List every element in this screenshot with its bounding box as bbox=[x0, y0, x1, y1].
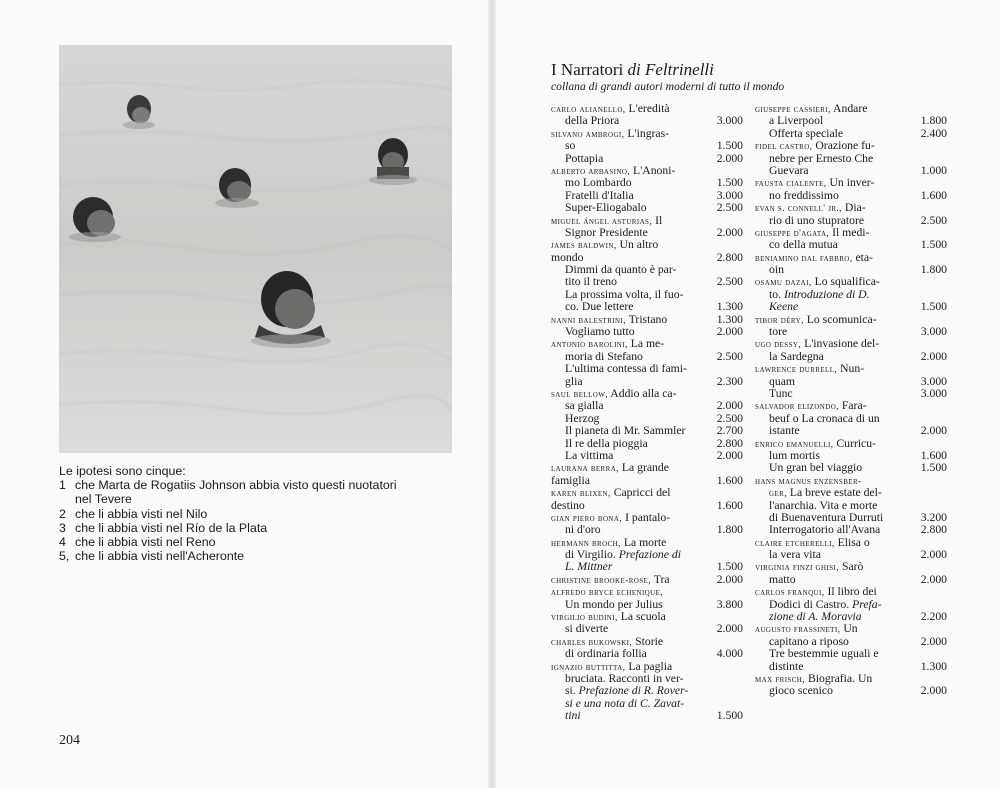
catalog-entry bbox=[551, 314, 743, 339]
caption-item-number: 3 bbox=[59, 520, 66, 535]
catalog-price: 1.800 bbox=[716, 523, 743, 537]
catalog-editorial-note: zione di A. Moravia bbox=[769, 610, 862, 624]
catalog-book-title: Biografia. Un bbox=[805, 671, 873, 685]
catalog-book-title: La morte bbox=[620, 535, 667, 549]
catalog-book-title: Lo scomunica- bbox=[803, 312, 877, 326]
catalog-price: 1.600 bbox=[716, 498, 743, 512]
catalog-author-name: enrico emanuelli, bbox=[755, 438, 834, 450]
catalog-book-title: Offerta speciale bbox=[769, 126, 844, 140]
catalog-book-title: Storie bbox=[632, 634, 664, 648]
catalog-book-title: tito il treno bbox=[565, 275, 617, 289]
catalog-entry-text bbox=[755, 574, 796, 586]
catalog-entry-text bbox=[551, 500, 585, 512]
catalog-book-title: Fratelli d'Italia bbox=[565, 188, 634, 202]
catalog-entry bbox=[551, 636, 743, 661]
catalog-book-title: ni d'oro bbox=[565, 523, 601, 537]
catalog-author-name: karen blixen, bbox=[551, 488, 611, 500]
catalog-book-title: Un gran bel viaggio bbox=[769, 461, 863, 475]
catalog-entry bbox=[551, 128, 743, 165]
catalog-book-title: Dimmi da quanto è par- bbox=[565, 263, 677, 277]
caption-item-line: che li abbia visti nel Reno bbox=[75, 535, 216, 550]
catalog-book-title: la Sardegna bbox=[769, 349, 824, 363]
catalog-book-title: Tre bestemmie uguali e bbox=[769, 647, 879, 661]
catalog-entry bbox=[755, 438, 947, 475]
catalog-entry-text bbox=[551, 574, 670, 587]
catalog-entry bbox=[551, 661, 743, 723]
catalog-entry bbox=[755, 140, 947, 177]
catalog-book-title: oin bbox=[769, 263, 784, 277]
catalog-price: 1.300 bbox=[716, 312, 743, 326]
catalog-book-title: Dia- bbox=[841, 201, 866, 215]
catalog-book-title: della Priora bbox=[565, 114, 620, 128]
catalog-book-title: rio di uno stupratore bbox=[769, 213, 865, 227]
catalog-book-title: I pantalo- bbox=[622, 510, 671, 524]
catalog-book-title: nebre per Ernesto Che bbox=[769, 151, 874, 165]
catalog-price: 2.000 bbox=[920, 424, 947, 438]
catalog-author-name: max frisch, bbox=[755, 673, 806, 685]
catalog-price: 1.500 bbox=[920, 238, 947, 252]
catalog-author-name: hans magnus enzensber- bbox=[755, 475, 862, 487]
swimmers-photo-image bbox=[59, 45, 452, 453]
catalog-entry bbox=[755, 338, 947, 363]
catalog-book-title: L'ultima contessa di fami- bbox=[565, 362, 687, 376]
catalog-book-title: La scuola bbox=[617, 610, 666, 624]
catalog-price: 2.000 bbox=[716, 151, 743, 165]
catalog-book-title: di ordinaria follia bbox=[565, 647, 647, 661]
catalog-price: 2.000 bbox=[716, 572, 743, 586]
catalog-author-name: osamu dazai, bbox=[755, 277, 812, 289]
catalog-price: 2.800 bbox=[716, 250, 743, 264]
catalog-book-title: destino bbox=[551, 498, 585, 512]
catalog-author-name: james baldwin, bbox=[551, 240, 617, 252]
caption-item-line: nel Tevere bbox=[75, 492, 132, 507]
catalog-entry-text bbox=[755, 685, 833, 697]
catalog-entry bbox=[551, 239, 743, 313]
catalog-entry bbox=[755, 673, 947, 698]
catalog-book-title: Herzog bbox=[565, 411, 600, 425]
catalog-entry bbox=[755, 314, 947, 339]
catalog-price: 4.000 bbox=[716, 647, 743, 661]
catalog-author-name: alberto arbasino, bbox=[551, 165, 631, 177]
catalog-book-title: moria di Stefano bbox=[565, 349, 643, 363]
catalog-book-title: Il libro dei bbox=[824, 585, 877, 599]
catalog-editorial-note: Introduzione di D. bbox=[783, 287, 870, 301]
catalog-entry-text bbox=[755, 549, 821, 561]
catalog-book-title: di Buenaventura Durruti bbox=[769, 510, 884, 524]
caption-item bbox=[59, 507, 469, 521]
catalog-author-name: salvador elizondo, bbox=[755, 401, 839, 413]
catalog-entry bbox=[755, 177, 947, 202]
catalog-entry bbox=[755, 561, 947, 586]
catalog-entry bbox=[551, 165, 743, 215]
catalog-author-name: nanni balestrini, bbox=[551, 314, 626, 326]
catalog-author-name: alfredo bryce echenique, bbox=[551, 587, 664, 599]
catalog-editorial-note: Prefa- bbox=[852, 597, 882, 611]
catalog-author-name: fidel castro, bbox=[755, 141, 813, 153]
catalog-price: 3.000 bbox=[920, 386, 947, 400]
catalog-book-title: Sarò bbox=[839, 560, 864, 574]
catalog-book-title: Un bbox=[840, 622, 858, 636]
catalog-book-title: L'ingras- bbox=[624, 126, 670, 140]
catalog-entry-line bbox=[755, 685, 947, 697]
catalog-book-title: la vera vita bbox=[769, 548, 821, 562]
catalog-book-title: si. bbox=[565, 684, 579, 698]
catalog-price: 1.600 bbox=[920, 448, 947, 462]
catalog-editorial-note: L. Mittner bbox=[565, 560, 613, 574]
catalog-entry-text bbox=[755, 326, 787, 338]
catalog-entry-text bbox=[551, 301, 633, 313]
catalog-book-title: Pottapia bbox=[565, 151, 604, 165]
catalog-price: 2.500 bbox=[716, 275, 743, 289]
catalog-entry bbox=[755, 252, 947, 277]
catalog-book-title: mondo bbox=[551, 250, 584, 264]
catalog-book-title: L'invasione del- bbox=[801, 337, 880, 351]
catalog-entry-text bbox=[755, 462, 862, 474]
catalog-author-name: saul bellow, bbox=[551, 388, 609, 400]
catalog-entry bbox=[551, 487, 743, 512]
catalog-price: 1.500 bbox=[716, 139, 743, 153]
catalog-price: 1.800 bbox=[920, 263, 947, 277]
catalog-entry-text bbox=[755, 264, 784, 276]
catalog-author-name: carlo alianello, bbox=[551, 104, 626, 115]
catalog-author-name: tibor déry, bbox=[755, 314, 804, 326]
catalog-book-title: mo Lombardo bbox=[565, 176, 632, 190]
caption-item-text bbox=[75, 478, 469, 506]
catalog-author-name: fausta cialente, bbox=[755, 178, 827, 190]
catalog-book-title: Nun- bbox=[837, 362, 865, 376]
catalog-book-title: Un inver- bbox=[826, 176, 875, 190]
catalog-book-title: La breve estate del- bbox=[787, 486, 882, 500]
catalog-book-title: Curricu- bbox=[833, 436, 876, 450]
caption-item-text bbox=[75, 507, 469, 521]
catalog-entry-line bbox=[551, 574, 743, 586]
catalog-price: 2.000 bbox=[920, 349, 947, 363]
catalog-author-name: virgilio budini, bbox=[551, 612, 618, 624]
catalog-book-title: Super-Eliogabalo bbox=[565, 201, 647, 215]
catalog-entry-text bbox=[551, 475, 590, 487]
catalog-book-title: glia bbox=[565, 374, 583, 388]
caption-item-number: 1 bbox=[59, 478, 66, 493]
catalog-price: 3.000 bbox=[920, 374, 947, 388]
caption-item bbox=[59, 535, 469, 549]
catalog-entry bbox=[551, 215, 743, 240]
catalog-price: 2.000 bbox=[716, 448, 743, 462]
catalog-price: 2.400 bbox=[920, 126, 947, 140]
catalog-entry-text bbox=[755, 661, 803, 673]
catalog-entry-text bbox=[551, 561, 612, 573]
catalog-book-title: Interrogatorio all'Avana bbox=[769, 523, 881, 537]
catalog-book-title: bruciata. Racconti in ver- bbox=[565, 671, 684, 685]
catalog-book-title: di Virgilio. bbox=[565, 548, 619, 562]
caption-item bbox=[59, 549, 469, 563]
catalog-entry bbox=[551, 338, 743, 388]
catalog-price: 1.300 bbox=[920, 659, 947, 673]
catalog-editorial-note: Keene bbox=[769, 300, 799, 314]
catalog-editorial-note: Prefazione di R. Rover- bbox=[578, 684, 689, 698]
catalog-entry-text bbox=[551, 710, 581, 722]
catalog-price: 1.500 bbox=[716, 560, 743, 574]
caption-item-number: 4 bbox=[59, 535, 66, 550]
catalog-author-name: evan s. connell' jr., bbox=[755, 203, 842, 215]
catalog-book-title: si diverte bbox=[565, 622, 609, 636]
catalog-book-title: Elisa o bbox=[834, 535, 870, 549]
catalog-entry-line bbox=[551, 710, 743, 722]
catalog-entry-text bbox=[755, 165, 809, 177]
catalog-entry bbox=[551, 462, 743, 487]
catalog-price: 2.200 bbox=[920, 610, 947, 624]
catalog-book-title: La vittima bbox=[565, 448, 614, 462]
catalog-price: 1.600 bbox=[920, 188, 947, 202]
catalog-price: 2.000 bbox=[920, 684, 947, 698]
catalog-entry bbox=[755, 537, 947, 562]
catalog-book-title: Fara- bbox=[838, 399, 867, 413]
caption-item-text bbox=[75, 549, 469, 563]
catalog-entry bbox=[755, 586, 947, 623]
catalog-entry bbox=[551, 586, 743, 611]
catalog-book-title: Il bbox=[652, 213, 663, 227]
catalog-price: 1.500 bbox=[920, 300, 947, 314]
catalog-entry-text bbox=[755, 301, 798, 313]
catalog-author-name: claire etcherelli, bbox=[755, 537, 835, 549]
caption-item-number: 2 bbox=[59, 506, 66, 521]
catalog-price: 2.800 bbox=[920, 523, 947, 537]
catalog-book-title: Tristano bbox=[625, 312, 668, 326]
catalog-entry-text bbox=[551, 115, 619, 127]
catalog-price: 2.500 bbox=[716, 201, 743, 215]
catalog-subtitle: collana di grandi autori moderni di tutto il mondo bbox=[551, 80, 785, 93]
catalog-price: 1.600 bbox=[716, 473, 743, 487]
catalog-price: 3.000 bbox=[716, 188, 743, 202]
catalog-book-title: beuf o La cronaca di un bbox=[769, 411, 880, 425]
catalog-title-italic: di Feltrinelli bbox=[627, 60, 714, 79]
catalog-book-title: eta- bbox=[852, 250, 873, 264]
catalog-price: 1.800 bbox=[920, 114, 947, 128]
catalog-book-title: Il re della pioggia bbox=[565, 436, 648, 450]
catalog-book-title: Orazione fu- bbox=[812, 139, 875, 153]
catalog-editorial-note: si e una nota di C. Zavat- bbox=[565, 696, 685, 710]
catalog-entry-line bbox=[755, 239, 947, 251]
catalog-price: 2.000 bbox=[716, 399, 743, 413]
catalog-author-name: augusto frassineti, bbox=[755, 624, 841, 636]
catalog-title-main: I Narratori bbox=[551, 60, 628, 79]
catalog-entry-line bbox=[755, 462, 947, 474]
catalog-book-title: so bbox=[565, 139, 576, 153]
catalog-entry-line bbox=[551, 561, 743, 573]
catalog-book-title: istante bbox=[769, 424, 800, 438]
catalog-price: 2.500 bbox=[716, 411, 743, 425]
catalog-entry bbox=[755, 276, 947, 313]
catalog-book-title: La paglia bbox=[625, 659, 673, 673]
caption-list bbox=[59, 478, 469, 563]
catalog-book-title: lum mortis bbox=[769, 448, 820, 462]
catalog-book-title: L'Anoni- bbox=[630, 163, 676, 177]
catalog-price: 2.500 bbox=[920, 213, 947, 227]
catalog-editorial-note: tini bbox=[565, 709, 581, 723]
catalog-entry-text bbox=[755, 351, 824, 363]
catalog-price: 2.000 bbox=[716, 225, 743, 239]
catalog-book-title: sa gialla bbox=[565, 399, 604, 413]
photo-caption bbox=[59, 464, 469, 563]
catalog-entry bbox=[551, 103, 743, 128]
catalog-entry bbox=[755, 475, 947, 537]
catalog-price: 1.000 bbox=[920, 163, 947, 177]
caption-item-line: che li abbia visti nel Nilo bbox=[75, 506, 208, 521]
catalog-book-title: Andare bbox=[830, 102, 868, 115]
catalog-author-name: charles bukowski, bbox=[551, 636, 633, 648]
catalog-book-title: Addio alla ca- bbox=[608, 386, 677, 400]
catalog-title bbox=[551, 60, 714, 80]
catalog-entry-text bbox=[755, 425, 800, 437]
catalog-entry-text bbox=[551, 450, 613, 462]
catalog-entry-text bbox=[551, 202, 647, 214]
catalog-entry-text bbox=[551, 376, 583, 388]
catalog-entry bbox=[755, 227, 947, 252]
catalog-price: 1.300 bbox=[716, 300, 743, 314]
catalog-price: 2.000 bbox=[716, 622, 743, 636]
catalog-book-title: no freddissimo bbox=[769, 188, 839, 202]
caption-item-text bbox=[75, 521, 469, 535]
catalog-editorial-note: Prefazione di bbox=[618, 548, 681, 562]
caption-intro: Le ipotesi sono cinque: bbox=[59, 464, 186, 478]
caption-item-text bbox=[75, 535, 469, 549]
catalog-price: 2.000 bbox=[920, 572, 947, 586]
catalog-book-title: Signor Presidente bbox=[565, 225, 648, 239]
catalog-book-title: to. bbox=[769, 287, 784, 301]
catalog-book-title: Un mondo per Julius bbox=[565, 597, 663, 611]
catalog-author-name: laurana berra, bbox=[551, 463, 619, 475]
catalog-price: 2.500 bbox=[716, 349, 743, 363]
catalog-author-name: miguel ángel asturias, bbox=[551, 215, 653, 227]
catalog-entry bbox=[755, 363, 947, 400]
catalog-book-title: Tunc bbox=[769, 386, 793, 400]
caption-item-line: che li abbia visti nell'Acheronte bbox=[75, 549, 245, 564]
catalog-book-title: Dodici di Castro. bbox=[769, 597, 853, 611]
catalog-price: 2.800 bbox=[716, 436, 743, 450]
catalog-price: 2.000 bbox=[920, 548, 947, 562]
catalog-book-title: tore bbox=[769, 325, 788, 339]
catalog-book-title: matto bbox=[769, 572, 796, 586]
catalog-price: 1.500 bbox=[716, 709, 743, 723]
catalog-price: 3.000 bbox=[920, 325, 947, 339]
catalog-author-name: ugo dessy, bbox=[755, 339, 802, 351]
catalog-entry-line bbox=[551, 202, 743, 214]
catalog-entry bbox=[755, 103, 947, 140]
catalog-entry-text bbox=[755, 388, 793, 400]
book-gutter bbox=[488, 0, 496, 788]
catalog-book-title: quam bbox=[769, 374, 795, 388]
catalog-book-title: La me- bbox=[627, 337, 665, 351]
catalog-author-name: antonio barolini, bbox=[551, 339, 628, 351]
catalog-book-title: distinte bbox=[769, 659, 804, 673]
catalog-book-title: L'eredità bbox=[625, 102, 670, 115]
catalog-author-name: ignazio buttitta, bbox=[551, 661, 626, 673]
catalog-author-name: gian piero bona, bbox=[551, 512, 623, 524]
caption-item-line: che li abbia visti nel Río de la Plata bbox=[75, 520, 268, 535]
catalog-price: 2.700 bbox=[716, 424, 743, 438]
catalog-author-name: beniamino dal fabbro, bbox=[755, 252, 853, 264]
catalog-entry bbox=[551, 512, 743, 537]
caption-item bbox=[59, 478, 469, 506]
page-number: 204 bbox=[59, 733, 80, 748]
catalog-entry-text bbox=[551, 153, 603, 165]
catalog-author-name: lawrence durrell, bbox=[755, 364, 838, 376]
catalog-book-title: famiglia bbox=[551, 473, 590, 487]
catalog-price: 2.000 bbox=[920, 634, 947, 648]
catalog-book-title: Guevara bbox=[769, 163, 809, 177]
caption-item-line: che Marta de Rogatiis Johnson abbia visto questi nuotatori bbox=[75, 478, 397, 493]
catalog-book-title: Un altro bbox=[616, 238, 659, 252]
catalog-entry bbox=[755, 400, 947, 437]
catalog-author-name: carlos franqui, bbox=[755, 587, 825, 599]
catalog-price: 2.300 bbox=[716, 374, 743, 388]
catalog-column-right bbox=[755, 103, 947, 698]
catalog-author-name: virginia finzi ghisi, bbox=[755, 562, 840, 574]
caption-item-number: 5, bbox=[59, 549, 70, 564]
catalog-author-name: giuseppe d'agata, bbox=[755, 227, 830, 239]
catalog-entry-text bbox=[551, 524, 601, 536]
catalog-author-name: silvano ambrogi, bbox=[551, 128, 625, 140]
catalog-book-title: co della mutua bbox=[769, 238, 838, 252]
catalog-book-title: Il pianeta di Mr. Sammler bbox=[565, 424, 686, 438]
swimmers-photograph bbox=[59, 45, 452, 453]
caption-item bbox=[59, 521, 469, 535]
catalog-entry-line bbox=[551, 128, 743, 140]
catalog-entry-text bbox=[551, 623, 608, 635]
catalog-book-title: gioco scenico bbox=[769, 684, 833, 698]
catalog-book-title: l'anarchia. Vita e morte bbox=[769, 498, 878, 512]
catalog-entry bbox=[551, 574, 743, 586]
catalog-book-title: Tra bbox=[651, 572, 670, 586]
catalog-book-title: La grande bbox=[618, 461, 669, 475]
catalog-price: 2.000 bbox=[716, 325, 743, 339]
catalog-book-title: Capricci del bbox=[610, 486, 671, 500]
catalog-book-title: La prossima volta, il fuo- bbox=[565, 287, 684, 301]
catalog-entry-text bbox=[755, 239, 838, 251]
catalog-book-title: Vogliamo tutto bbox=[565, 325, 635, 339]
catalog-entry bbox=[755, 623, 947, 673]
catalog-price: 1.500 bbox=[716, 176, 743, 190]
catalog-price: 3.800 bbox=[716, 597, 743, 611]
catalog-entry bbox=[755, 202, 947, 227]
catalog-author-name: christine brooke-rose, bbox=[551, 574, 652, 586]
catalog-author-name: ger, bbox=[769, 488, 787, 500]
catalog-price: 3.000 bbox=[716, 114, 743, 128]
catalog-entry-text bbox=[755, 190, 839, 202]
catalog-book-title: Il medi- bbox=[829, 225, 870, 239]
catalog-price: 3.200 bbox=[920, 510, 947, 524]
catalog-book-title: capitano a riposo bbox=[769, 634, 849, 648]
catalog-book-title: Lo squalifica- bbox=[811, 275, 880, 289]
catalog-price: 1.500 bbox=[920, 461, 947, 475]
catalog-entry bbox=[551, 388, 743, 462]
catalog-book-title: a Liverpool bbox=[769, 114, 824, 128]
catalog-author-name: giuseppe cassieri, bbox=[755, 104, 831, 115]
catalog-book-title: co. Due lettere bbox=[565, 300, 634, 314]
catalog-entry-text bbox=[551, 326, 635, 338]
catalog-author-name: hermann broch, bbox=[551, 537, 621, 549]
catalog-entry bbox=[551, 537, 743, 574]
catalog-column-left bbox=[551, 103, 743, 723]
catalog-entry bbox=[551, 611, 743, 636]
